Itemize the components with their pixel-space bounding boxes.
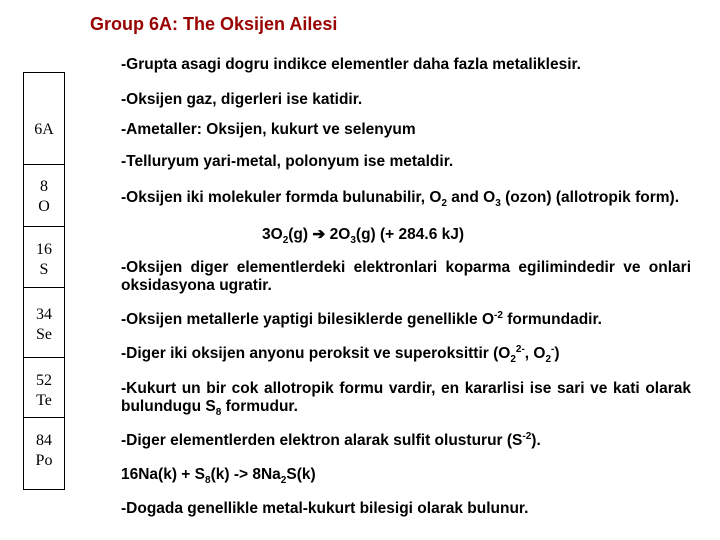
group-6a-column	[23, 72, 65, 490]
bullet-1: -Grupta asagi dogru indikce elementler daha fazla metaliklesir.	[121, 56, 581, 73]
divider	[24, 226, 64, 227]
bullet-7: -Oksijen metallerle yaptigi bilesiklerde genellikle $O^{-2}$ formundadir.	[121, 309, 602, 328]
bullet-4: -Telluryum yari-metal, polonyum ise metaldir.	[121, 153, 454, 170]
element-cell-oxygen	[24, 177, 64, 217]
atomic-number: 34	[36, 306, 52, 323]
bullet-6: -Oksijen diger elementlerdeki elektronlari koparma egilimindedir ve onlari oksidasyona ugratir.	[121, 259, 691, 294]
element-cell-tellurium	[24, 371, 64, 411]
element-symbol: O	[38, 198, 50, 215]
bullet-2: -Oksijen gaz, digerleri ise katidir.	[121, 91, 363, 108]
atomic-number: 52	[36, 372, 52, 389]
atomic-number: 16	[36, 241, 52, 258]
element-symbol: Te	[36, 392, 52, 409]
divider	[24, 417, 64, 418]
sulfide-equation: $16Na(k) + S_8(k) -> 8Na_2S(k)$	[121, 466, 316, 487]
bullet-8: -Diger iki oksijen anyonu peroksit ve superoksittir ($O_2^{2-}$, $O_2^-$)	[121, 343, 560, 366]
divider	[24, 357, 64, 358]
divider	[24, 287, 64, 288]
atomic-number: 8	[40, 178, 48, 195]
bullet-10: -Diger elementlerden elektron alarak sulfit olusturur $(S^{-2})$.	[121, 430, 541, 449]
bullet-11: -Dogada genellikle metal-kukurt bilesigi olarak bulunur.	[121, 500, 529, 517]
ozone-equation: $3O_2(g)$ ➔ $2O_3(g)$ (+ 284.6 kJ)	[262, 226, 465, 247]
bullet-9: -Kukurt un bir cok allotropik formu vardir, en kararlisi ise sari ve kati olarak bulundugu $S_8$ formudur.	[121, 380, 691, 419]
group-label: 6A	[34, 121, 54, 138]
divider	[24, 164, 64, 165]
arrow-icon: ➔	[312, 226, 326, 243]
element-symbol: Po	[35, 452, 53, 469]
atomic-number: 84	[36, 432, 52, 449]
element-cell-selenium	[24, 305, 64, 345]
element-symbol: S	[39, 261, 49, 278]
slide-title: Group 6A: The Oksijen Ailesi	[90, 14, 338, 34]
element-cell-polonium	[24, 431, 64, 471]
bullet-5: -Oksijen iki molekuler formda bulunabilir, $O_2$ and $O_3$ (ozon) (allotropik form).	[121, 189, 680, 210]
element-symbol: Se	[36, 326, 52, 343]
bullet-3: -Ametaller: Oksijen, kukurt ve selenyum	[121, 121, 416, 138]
element-cell-sulfur	[24, 240, 64, 280]
